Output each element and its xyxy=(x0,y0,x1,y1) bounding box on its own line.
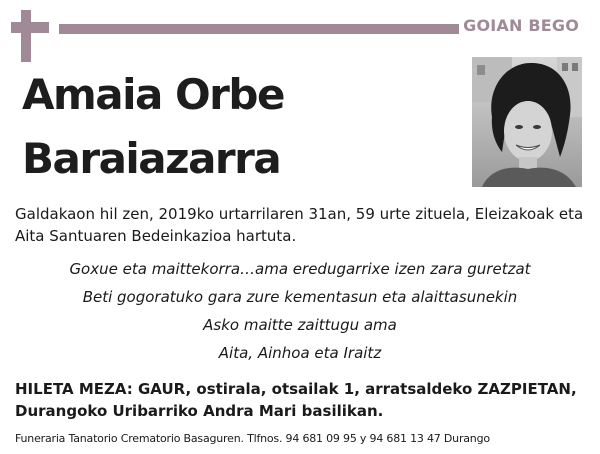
deceased-name-line1: Amaia Orbe xyxy=(22,70,284,119)
death-notice: Galdakaon hil zen, 2019ko urtarrilaren 31an, 59 urte zituela, Eleizakoak eta Aita Santuaren Bedeinkazioa hartuta. xyxy=(15,205,584,245)
message-line: Goxue eta maittekorra…ama eredugarrixe izen zara guretzat xyxy=(69,260,531,278)
portrait-photo xyxy=(472,57,582,187)
cross-vertical-bar xyxy=(21,10,31,62)
funeral-notice: HILETA MEZA: GAUR, ostirala, otsailak 1, arratsaldeko ZAZPIETAN, Durangoko Uribarriko Andra Mari basilikan. xyxy=(15,380,577,420)
message-line: Asko maitte zaittugu ama xyxy=(203,316,397,334)
portrait-image xyxy=(472,57,582,187)
cross-horizontal-bar xyxy=(11,22,49,33)
deceased-name-line2: Baraiazarra xyxy=(22,134,281,183)
family-signature: Aita, Ainhoa eta Iraitz xyxy=(218,344,382,362)
header-divider xyxy=(59,24,459,34)
message-line: Beti gogoratuko gara zure kementasun eta alaittasunekin xyxy=(82,288,518,306)
funeral-home-footer: Funeraria Tanatorio Crematorio Basaguren. Tlfnos. 94 681 09 95 y 94 681 13 47 Durango xyxy=(15,432,490,445)
header-tag: GOIAN BEGO xyxy=(463,16,579,35)
